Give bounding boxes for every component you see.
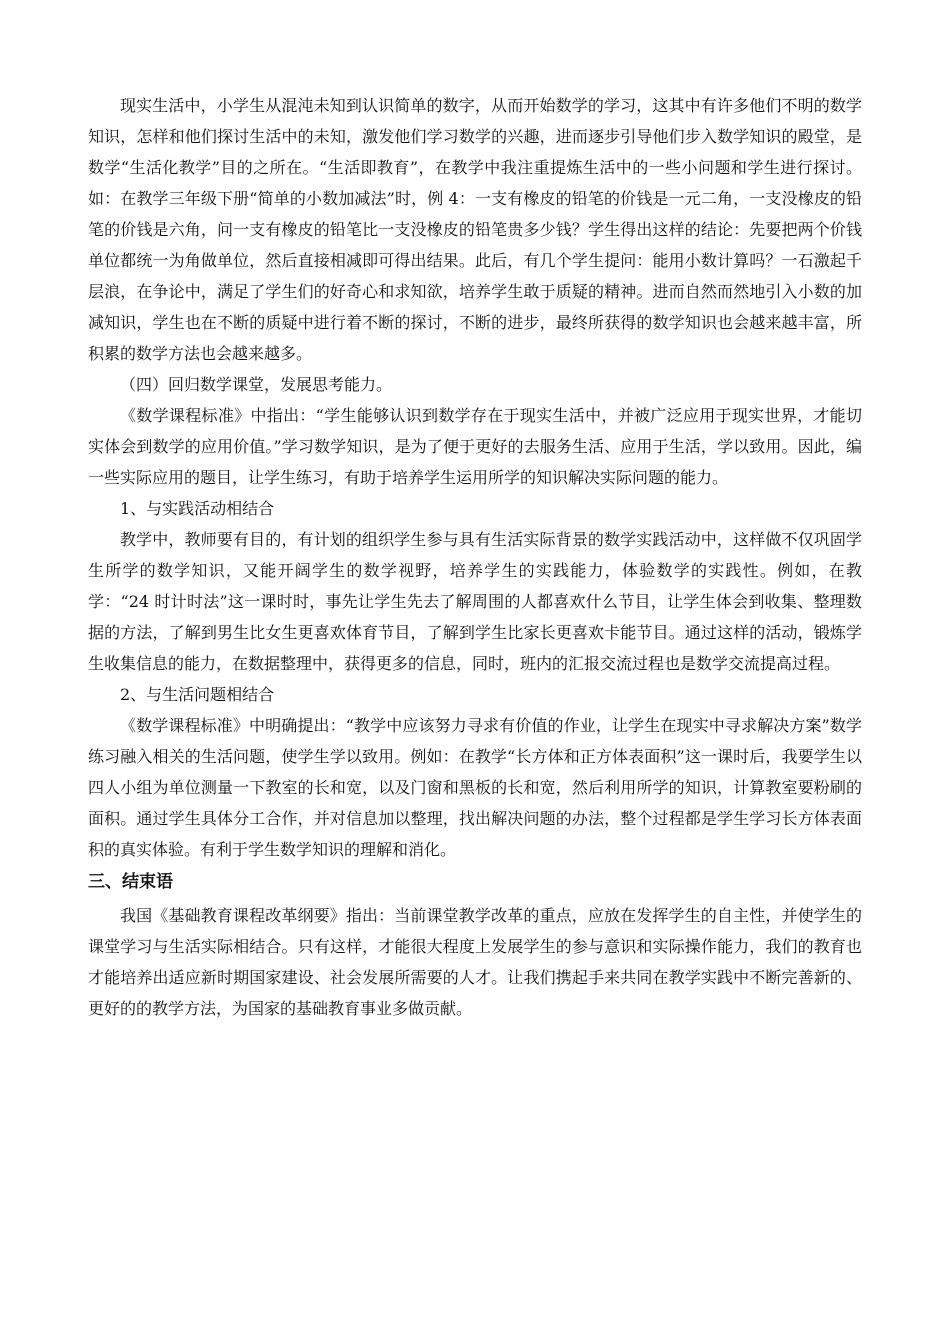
- subheading-return-classroom: （四）回归数学课堂，发展思考能力。: [120, 375, 393, 394]
- subheading-practice-activities: 1、与实践活动相结合: [120, 499, 275, 518]
- paragraph-practice-activities: 教学中，教师要有目的，有计划的组织学生参与具有生活实际背景的数学实践活动中，这样做不仅巩固学生所学的数学知识，又能开阔学生的数学视野，培养学生的实践能力，体验数学的实践性。例如，在教学：“24 时计时法”这一课时时，事先让学生先去了解周围的人都喜欢什么节目，让学生体会到收集、整理数据的方法，了解到男生比女生更喜欢体育节目，了解到学生比家长更喜欢卡能节目。通过这样的活动，锻炼学生收集信息的能力，在数据整理中，获得更多的信息，同时，班内的汇报交流过程也是数学交流提高过程。: [88, 530, 862, 673]
- subheading-life-problems: 2、与生活问题相结合: [120, 685, 275, 704]
- paragraph-curriculum-standard: 《数学课程标准》中指出：“学生能够认识到数学存在于现实生活中，并被广泛应用于现实世界，才能切实体会到数学的应用价值。”学习数学知识，是为了便于更好的去服务生活、应用于生活，学以致用。因此，编一些实际应用的题目，让学生练习，有助于培养学生运用所学的知识解决实际问题的能力。: [88, 406, 862, 487]
- document-body: [88, 90, 862, 1024]
- paragraph-conclusion: 我国《基础教育课程改革纲要》指出：当前课堂教学改革的重点，应放在发挥学生的自主性，并使学生的课堂学习与生活实际相结合。只有这样，才能很大程度上发展学生的参与意识和实际操作能力，我们的教育也才能培养出适应新时期国家建设、社会发展所需要的人才。让我们携起手来共同在教学实践中不断完善新的、更好的的教学方法，为国家的基础教育事业多做贡献。: [88, 906, 862, 1018]
- paragraph-life-teaching: 现实生活中，小学生从混沌未知到认识简单的数字，从而开始数学的学习，这其中有许多他们不明的数学知识，怎样和他们探讨生活中的未知，激发他们学习数学的兴趣，进而逐步引导他们步入数学知识的殿堂，是数学“生活化教学”目的之所在。“生活即教育”，在教学中我注重提炼生活中的一些小问题和学生进行探讨。如：在教学三年级下册“简单的小数加减法”时，例 4：一支有橡皮的铅笔的价钱是一元二角，一支没橡皮的铅笔的价钱是六角，问一支有橡皮的铅笔比一支没橡皮的铅笔贵多少钱？学生得出这样的结论：先要把两个价钱单位都统一为角做单位，然后直接相减即可得出结果。此后，有几个学生提问：能用小数计算吗？一石激起千层浪，在争论中，满足了学生们的好奇心和求知欲，培养学生敢于质疑的精神。进而自然而然地引入小数的加减知识，学生也在不断的质疑中进行着不断的探讨，不断的进步，最终所获得的数学知识也会越来越丰富，所积累的数学方法也会越来越多。: [88, 96, 862, 363]
- section-heading-conclusion: 三、结束语: [88, 872, 173, 892]
- paragraph-life-problems: 《数学课程标准》中明确提出：“教学中应该努力寻求有价值的作业，让学生在现实中寻求解决方案”数学练习融入相关的生活问题，使学生学以致用。例如：在教学“长方体和正方体表面积”这一课时后，我要学生以四人小组为单位测量一下教室的长和宽，以及门窗和黑板的长和宽，然后利用所学的知识，计算教室要粉刷的面积。通过学生具体分工合作，并对信息加以整理，找出解决问题的办法，整个过程都是学生学习长方体表面积的真实体验。有利于学生数学知识的理解和消化。: [88, 716, 862, 859]
